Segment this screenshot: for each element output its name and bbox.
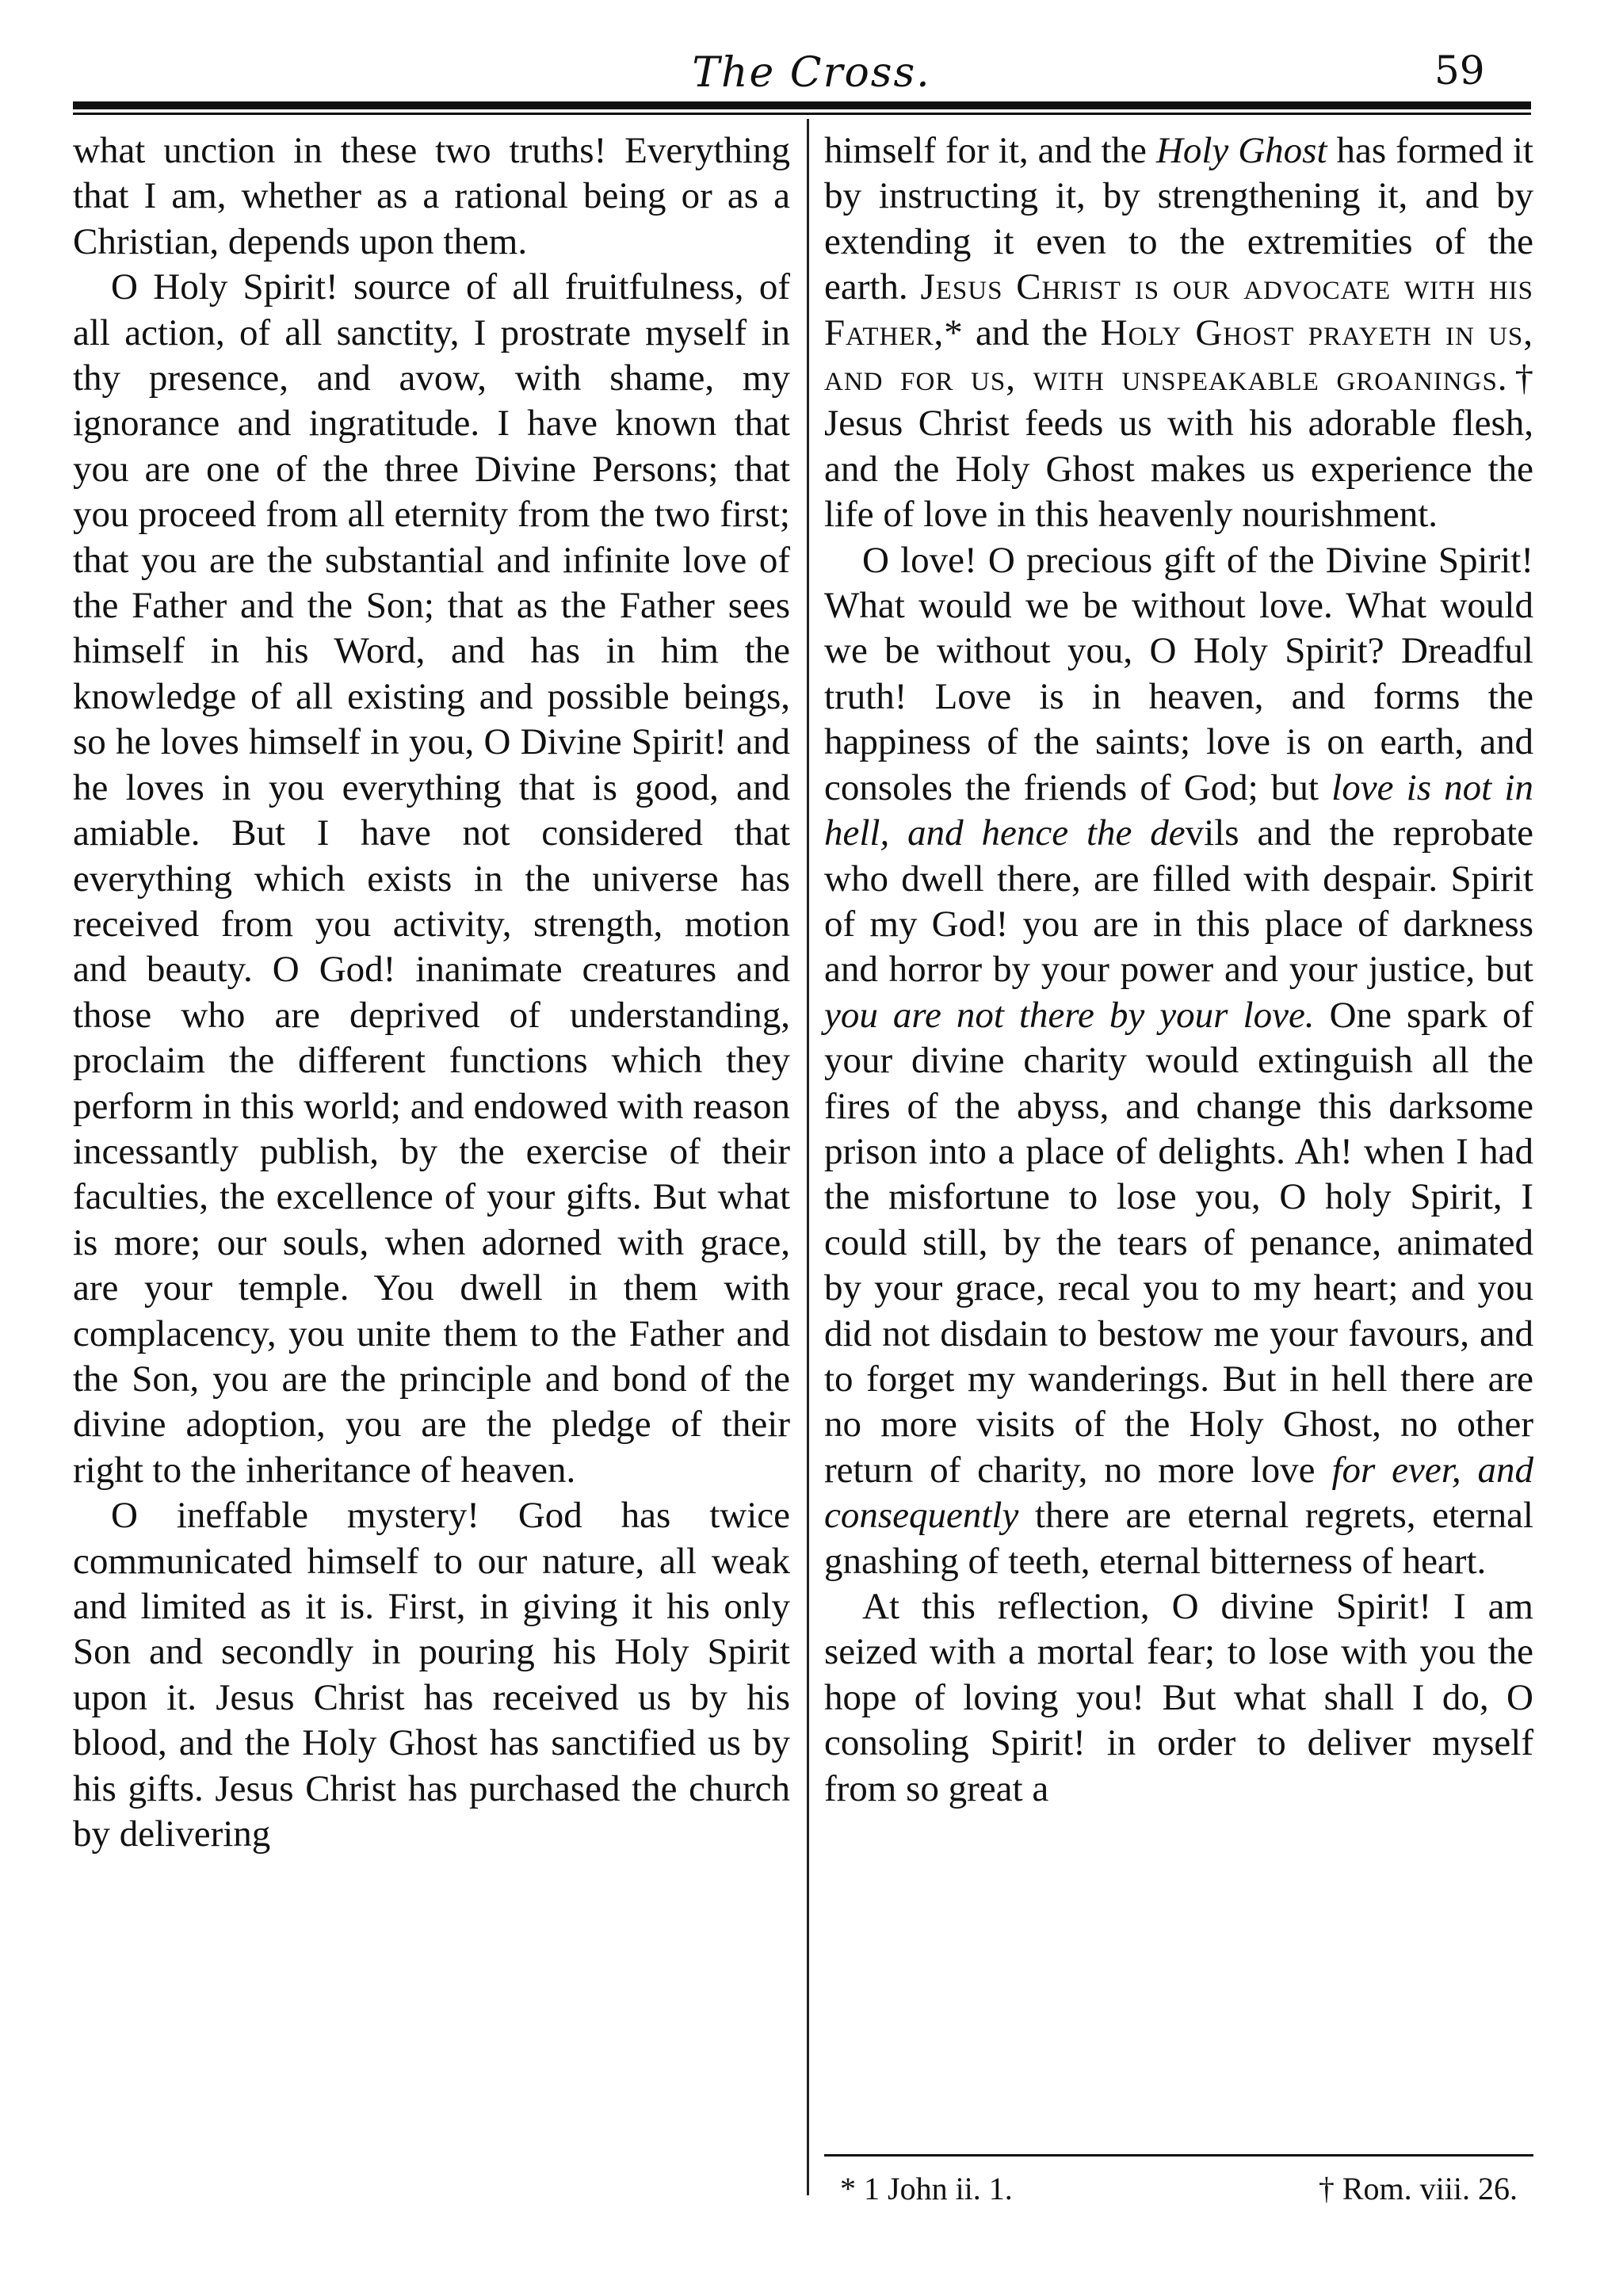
text-run: there are eternal regrets, eternal gnashing of teeth, eternal bitterness of heart. <box>824 1495 1533 1582</box>
paragraph: what unction in these two truths! Everything that I am, whether as a rational being or as a Christian, depends upon them. <box>73 130 790 262</box>
text-run: has formed it by instructing it, by strengthening it, and by extending it even to the extremities of the earth. <box>824 130 1533 308</box>
page-number: 59 <box>1434 48 1485 94</box>
text-run: One spark of your divine charity would extinguish all the fires of the abyss, and change this darksome prison into a place of delights. Ah! when I had the misfortune to lose you, O holy Spirit, I could still, by the tears of penance, animated by your grace, recal you to my heart; and you did not disdain to bestow me your favours, and to forget my wanderings. But in hell there are no more visits of the Holy Ghost, no other return of charity, no more love <box>824 994 1533 1491</box>
italic-text: Holy Ghost <box>1155 130 1327 171</box>
right-column <box>824 128 1533 1812</box>
small-caps-text: Holy Ghost prayeth in us, and for us, with unspeakable groanings. <box>824 311 1534 399</box>
paragraph: O ineffable mystery! God has twice communicated himself to our nature, all weak and limited as it is. First, in giving it his only Son and secondly in pouring his Holy Spirit upon it. Jesus Christ has received us by his blood, and the Holy Ghost has sanctified us by his gifts. Jesus Christ has purchased the church by delivering <box>73 1495 790 1855</box>
italic-text: you are not there by your love. <box>824 994 1315 1036</box>
paragraph: At this reflection, O divine Spirit! I am seized with a mortal fear; to lose with you the hope of loving you! But what shall I do, O consoling Spirit! in order to deliver myself from so great a <box>824 1586 1533 1809</box>
running-title: The Cross. <box>692 49 931 97</box>
footnote-rule <box>824 2154 1533 2157</box>
paragraph: O Holy Spirit! source of all fruitfulness, of all action, of all sanctity, I prostrate myself in thy presence, and avow, with shame, my ignorance and ingratitude. I have known that you are one of the three Divine Persons; that you proceed from all eternity from the two first; that you are the substantial and infinite love of the Father and the Son; that as the Father sees himself in his Word, and has in him the knowledge of all existing and possible beings, so he loves himself in you, O Divine Spirit! and he loves in you everything that is good, and amiable. But I have not considered that everything which exists in the universe has received from you activity, strength, motion and beauty. O God! inanimate creatures and those who are deprived of understanding, proclaim the different functions which they perform in this world; and endowed with reason incessantly publish, by the exercise of their faculties, the excellence of your gifts. But what is more; our souls, when adorned with grace, are your temple. You dwell in them with complacency, you unite them to the Father and the Son, you are the principle and bond of the divine adoption, you are the pledge of their right to the inheritance of heaven. <box>73 266 790 1491</box>
footnote: † Rom. viii. 26. <box>1318 2171 1518 2206</box>
text-run: himself for it, and the <box>824 130 1156 171</box>
header-rule-thin <box>73 113 1531 115</box>
left-column <box>73 128 790 1857</box>
text-run: O love! O precious gift of the Divine Spirit! What would we be without love. What would we be without you, O Holy Spirit? Dreadful truth! Love is in heaven, and forms the happiness of the saints; love is on earth, and consoles the friends of God; but <box>824 539 1533 808</box>
text-run: † Jesus Christ feeds us with his adorable flesh, and the Holy Ghost makes us experience the life of love in this heavenly nourishment. <box>824 357 1533 536</box>
small-caps-text: Jesus Christ is our advocate with his Father, <box>824 266 1533 353</box>
footnote: * 1 John ii. 1. <box>840 2171 1013 2206</box>
italic-text: for ever, and consequently <box>824 1449 1533 1537</box>
text-run: vils and the reprobate who dwell there, are filled with despair. Spirit of my God! you are in this place of darkness and horror by your power and your justice, but <box>824 812 1533 991</box>
column-divider <box>807 119 809 2195</box>
paragraph <box>824 538 1533 1584</box>
italic-text: love is not in hell, and hence the de <box>824 766 1533 854</box>
footnotes <box>824 2170 1533 2207</box>
paragraph <box>824 128 1533 538</box>
text-run: * and the <box>944 311 1101 353</box>
header-rule <box>73 101 1531 109</box>
